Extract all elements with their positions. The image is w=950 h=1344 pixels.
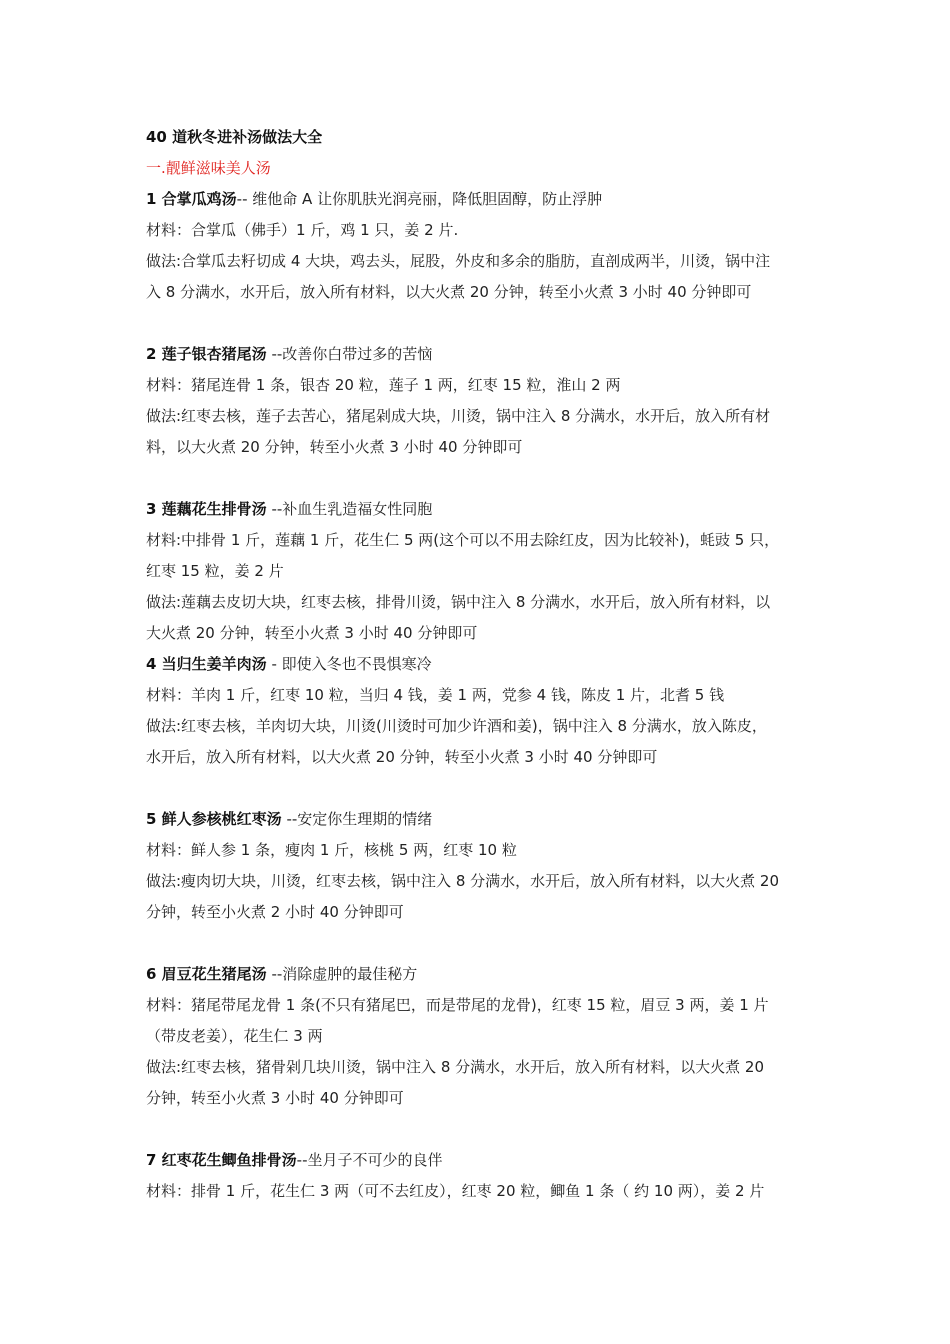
recipe-line: 水开后，放入所有材料，以大火煮 20 分钟，转至小火煮 3 小时 40 分钟即可 [146,748,658,766]
paragraph-gap [146,463,826,494]
recipe-name: 5 鲜人参核桃红枣汤 [146,810,282,828]
recipe-block [146,494,826,649]
recipe-heading [146,959,826,990]
recipe-block [146,649,826,773]
recipe-name: 6 眉豆花生猪尾汤 [146,965,267,983]
recipe-block [146,804,826,928]
recipe-tagline: - 即使入冬也不畏惧寒冷 [266,655,432,673]
recipe-tagline: --补血生乳造福女性同胞 [266,500,433,518]
recipe-tagline: --消除虚肿的最佳秘方 [266,965,418,983]
recipe-block [146,1145,826,1207]
recipe-line: 材料：鲜人参 1 条，瘦肉 1 斤，核桃 5 两，红枣 10 粒 [146,841,517,859]
paragraph-gap [146,308,826,339]
recipe-line: 材料:中排骨 1 斤，莲藕 1 斤，花生仁 5 两(这个可以不用去除红皮，因为比较补)，蚝豉 5 只， [146,531,780,549]
recipe-line: 材料：排骨 1 斤，花生仁 3 两（可不去红皮），红枣 20 粒，鲫鱼 1 条（ 约 10 两），姜 2 片 [146,1182,765,1200]
recipe-line: 红枣 15 粒，姜 2 片 [146,562,284,580]
recipe-tagline: --坐月子不可少的良伴 [296,1151,443,1169]
paragraph-gap [146,1114,826,1145]
recipe-block [146,959,826,1114]
recipe-line: 做法:红枣去核，猪骨剁几块川烫，锅中注入 8 分满水，水开后，放入所有材料，以大火煮 20 [146,1058,764,1076]
recipe-tagline: -- 维他命 A 让你肌肤光润亮丽，降低胆固醇，防止浮肿 [236,190,603,208]
recipe-line: 料，以大火煮 20 分钟，转至小火煮 3 小时 40 分钟即可 [146,438,523,456]
recipe-heading [146,649,826,680]
recipe-line: 材料：猪尾带尾龙骨 1 条(不只有猪尾巴，而是带尾的龙骨)，红枣 15 粒，眉豆 3 两，姜 1 片 [146,996,769,1014]
recipe-heading [146,1145,826,1176]
recipe-line: 做法:合掌瓜去籽切成 4 大块，鸡去头，屁股，外皮和多余的脂肪，直剖成两半，川烫，锅中注 [146,252,771,270]
recipe-line: 做法:红枣去核，羊肉切大块，川烫(川烫时可加少许酒和姜)，锅中注入 8 分满水，放入陈皮， [146,717,767,735]
recipe-line: 入 8 分满水，水开后，放入所有材料，以大火煮 20 分钟，转至小火煮 3 小时 40 分钟即可 [146,283,752,301]
recipe-block [146,339,826,463]
recipe-heading [146,804,826,835]
recipe-tagline: --改善你白带过多的苦恼 [266,345,433,363]
recipe-line: 分钟，转至小火煮 2 小时 40 分钟即可 [146,903,404,921]
recipe-name: 2 莲子银杏猪尾汤 [146,345,267,363]
recipe-line: 做法:莲藕去皮切大块，红枣去核，排骨川烫，锅中注入 8 分满水，水开后，放入所有材料，以 [146,593,771,611]
recipe-line: 材料：合掌瓜（佛手）1 斤，鸡 1 只，姜 2 片. [146,221,459,239]
document-title: 40 道秋冬进补汤做法大全 [146,128,323,146]
recipe-line: 大火煮 20 分钟，转至小火煮 3 小时 40 分钟即可 [146,624,478,642]
paragraph-gap [146,773,826,804]
recipe-heading [146,184,826,215]
recipe-name: 7 红枣花生鲫鱼排骨汤 [146,1151,297,1169]
recipe-block [146,184,826,308]
recipe-line: 材料：猪尾连骨 1 条，银杏 20 粒，莲子 1 两，红枣 15 粒，淮山 2 两 [146,376,621,394]
section-heading: 一.靓鲜滋味美人汤 [146,159,271,177]
recipe-line: 做法:红枣去核，莲子去苦心，猪尾剁成大块，川烫，锅中注入 8 分满水，水开后，放入所有材 [146,407,771,425]
recipe-name: 4 当归生姜羊肉汤 [146,655,267,673]
recipe-heading [146,494,826,525]
recipe-tagline: --安定你生理期的情绪 [281,810,433,828]
document-body [146,122,826,1207]
paragraph-gap [146,928,826,959]
recipe-heading [146,339,826,370]
recipe-line: 材料：羊肉 1 斤，红枣 10 粒，当归 4 钱，姜 1 两，党参 4 钱，陈皮 1 片，北耆 5 钱 [146,686,725,704]
recipe-line: （带皮老姜），花生仁 3 两 [146,1027,323,1045]
recipe-name: 1 合掌瓜鸡汤 [146,190,237,208]
recipe-line: 分钟，转至小火煮 3 小时 40 分钟即可 [146,1089,404,1107]
recipe-name: 3 莲藕花生排骨汤 [146,500,267,518]
recipe-line: 做法:瘦肉切大块，川烫，红枣去核，锅中注入 8 分满水，水开后，放入所有材料，以大火煮 20 [146,872,779,890]
